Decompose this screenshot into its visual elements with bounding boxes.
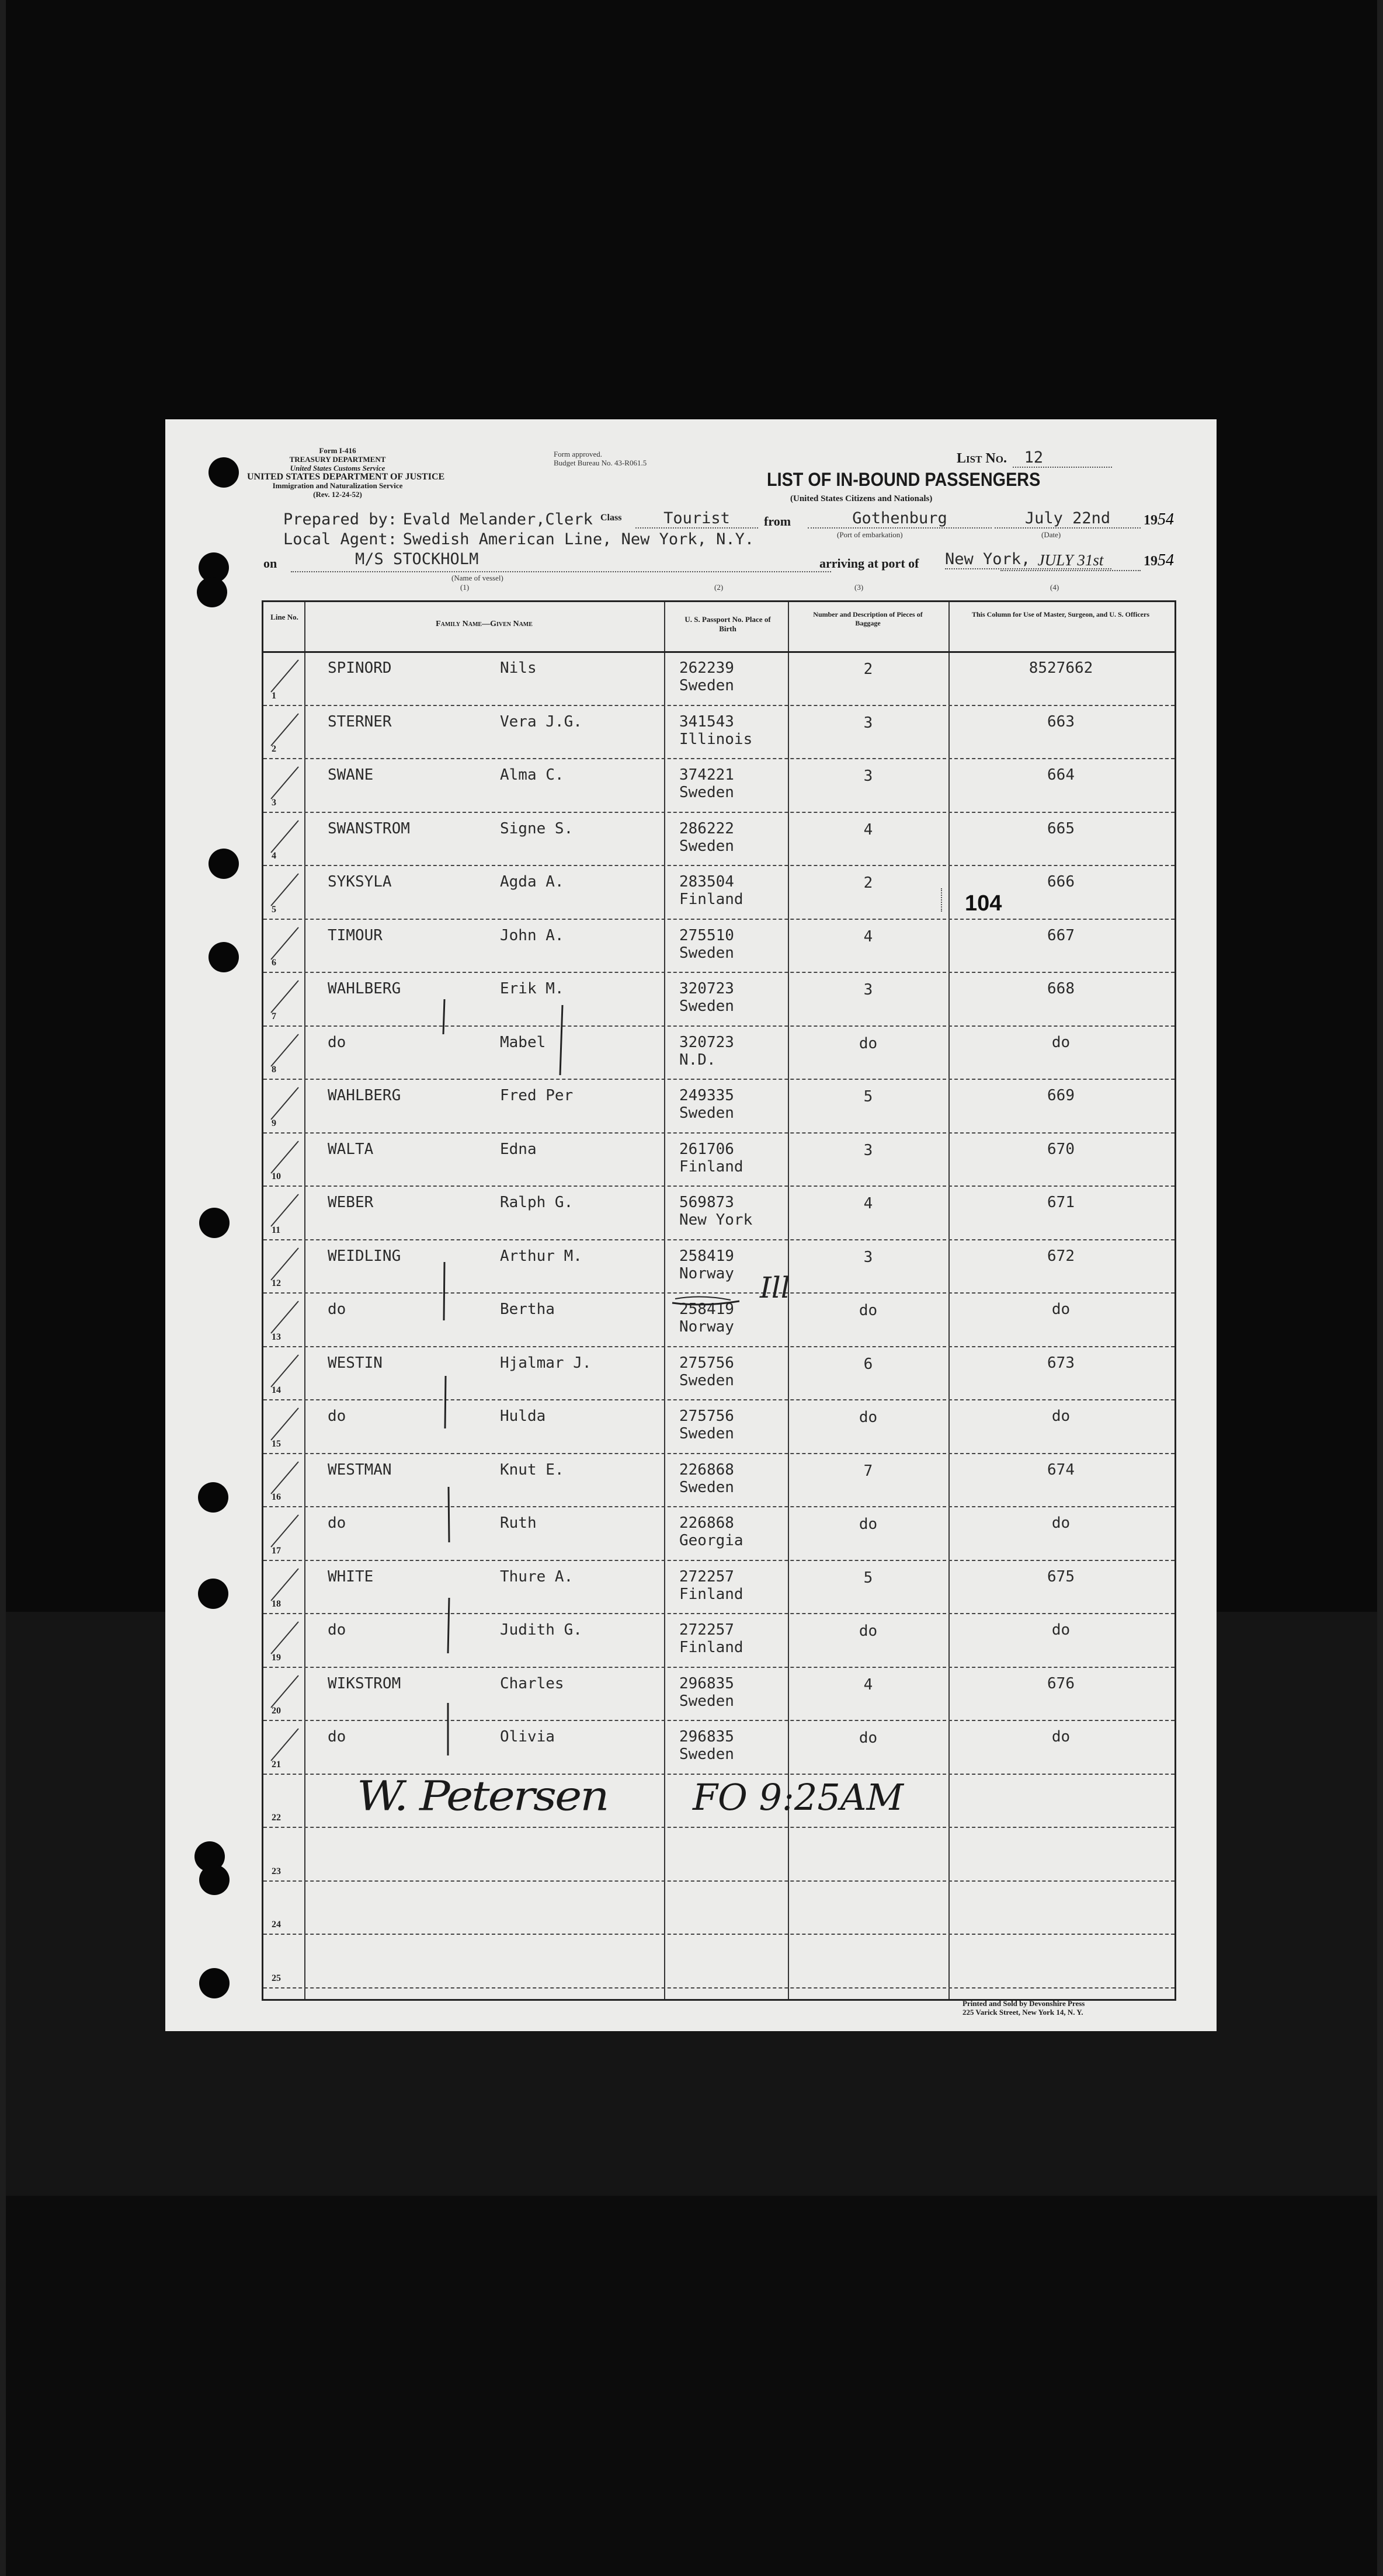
table-row <box>263 1079 1174 1132</box>
family-name: WAHLBERG <box>328 1087 401 1104</box>
baggage-count: do <box>859 1515 878 1533</box>
officer-number: 674 <box>1047 1461 1075 1479</box>
col-header-line-no: Line No. <box>270 613 298 621</box>
officer-number: 669 <box>1047 1087 1075 1104</box>
table-row <box>263 1453 1174 1507</box>
place-of-birth: Sweden <box>679 1425 734 1442</box>
family-name: do <box>328 1033 346 1051</box>
family-name: TIMOUR <box>328 926 383 944</box>
baggage-count: do <box>859 1729 878 1747</box>
passport-no: 296835 <box>679 1674 734 1692</box>
baggage-count: 2 <box>863 874 873 892</box>
line-number: 18 <box>272 1599 281 1609</box>
row-divider <box>263 1987 1174 1989</box>
line-number: 13 <box>272 1332 281 1342</box>
family-name: SYKSYLA <box>328 873 392 891</box>
passport-no: 296835 <box>679 1728 734 1746</box>
given-name: Knut E. <box>500 1461 564 1479</box>
treasury-dept: TREASURY DEPARTMENT <box>289 455 386 464</box>
punch-hole <box>209 849 239 879</box>
line-number: 6 <box>272 958 276 968</box>
family-name: WHITE <box>328 1567 374 1586</box>
place-of-birth: Sweden <box>679 997 734 1015</box>
family-name: WEBER <box>328 1194 374 1211</box>
family-name: WESTIN <box>328 1354 383 1372</box>
baggage-count: 3 <box>863 981 873 999</box>
passport-no: 275756 <box>679 1407 734 1425</box>
ins-service: Immigration and Naturalization Service <box>272 481 403 490</box>
given-name: Agda A. <box>500 873 564 891</box>
year2-field <box>1144 551 1174 570</box>
given-name: Hulda <box>500 1407 546 1425</box>
year2-prefix: 19 <box>1144 554 1158 569</box>
table-row <box>263 1880 1174 1934</box>
justice-dept: UNITED STATES DEPARTMENT OF JUSTICE <box>247 472 445 482</box>
form-agency-block <box>247 446 445 499</box>
faint-mark <box>941 888 946 912</box>
officer-number: do <box>1051 1033 1071 1051</box>
baggage-count: 2 <box>863 660 873 678</box>
passport-no: 249335 <box>679 1087 734 1104</box>
printer-block <box>962 1999 1085 2017</box>
officer-number: 672 <box>1047 1247 1075 1265</box>
local-agent-label: Local Agent: <box>283 530 398 548</box>
family-name: WAHLBERG <box>328 980 401 997</box>
passport-no: 275756 <box>679 1354 734 1372</box>
table-row <box>263 1506 1174 1560</box>
film-edge-left <box>0 0 6 2576</box>
col-num-1: (1) <box>460 583 470 592</box>
officer-number: 663 <box>1047 712 1075 731</box>
passport-no: 320723 <box>679 980 734 997</box>
officer-number: 670 <box>1047 1140 1075 1158</box>
year2-suffix: 54 <box>1158 551 1174 569</box>
ill-note: Ill <box>760 1271 790 1305</box>
line-number: 22 <box>272 1813 281 1823</box>
col-header-baggage: Number and Description of Pieces of Baggage <box>813 610 923 627</box>
baggage-count: do <box>859 1302 878 1319</box>
table-row <box>263 1186 1174 1239</box>
passport-no: 262239 <box>679 659 734 677</box>
from-label: from <box>764 514 791 529</box>
place-of-birth: Finland <box>679 1585 743 1603</box>
passport-no: 341543 <box>679 712 734 731</box>
family-name: WEIDLING <box>328 1247 401 1265</box>
line-number: 7 <box>272 1011 276 1021</box>
passport-no: 286222 <box>679 819 734 837</box>
col-num-3: (3) <box>854 583 864 592</box>
form-number: Form I-416 <box>319 446 356 455</box>
place-of-birth: N.D. <box>679 1051 716 1069</box>
form-subtitle: (United States Citizens and Nationals) <box>790 494 933 503</box>
given-name: Arthur M. <box>500 1247 582 1265</box>
bracket-marks <box>409 988 596 2010</box>
prepared-value: Evald Melander,Clerk <box>402 510 593 529</box>
film-background-bottom <box>0 2196 1383 2576</box>
passport-no: 320723 <box>679 1033 734 1051</box>
place-of-birth: Sweden <box>679 944 734 962</box>
line-number: 25 <box>272 1973 281 1983</box>
table-row <box>263 919 1174 972</box>
form-title: LIST OF IN-BOUND PASSENGERS <box>767 469 1041 490</box>
line-number: 1 <box>272 690 276 701</box>
class-label: Class <box>600 513 622 523</box>
line-number: 16 <box>272 1492 281 1502</box>
given-name: Nils <box>500 659 537 677</box>
stamp-104: 104 <box>965 891 1002 916</box>
place-of-birth: Sweden <box>679 837 734 855</box>
given-name: Alma C. <box>500 766 564 784</box>
line-number: 19 <box>272 1652 281 1663</box>
line-number: 8 <box>272 1065 276 1075</box>
place-of-birth: Sweden <box>679 1692 734 1710</box>
family-name: do <box>328 1407 346 1425</box>
given-name: Ralph G. <box>500 1194 574 1211</box>
passenger-table <box>262 600 1176 2001</box>
line-number: 10 <box>272 1171 281 1181</box>
prepared-by-line <box>283 510 593 529</box>
family-name: STERNER <box>328 712 392 731</box>
place-of-birth: Sweden <box>679 1371 734 1389</box>
given-name: Mabel <box>500 1033 546 1051</box>
year-prefix: 19 <box>1144 513 1158 528</box>
place-of-birth: Sweden <box>679 677 734 694</box>
punch-hole <box>209 457 239 488</box>
col-header-name: Family Name—Given Name <box>436 620 533 628</box>
passport-no: 226868 <box>679 1461 734 1479</box>
family-name: do <box>328 1301 346 1318</box>
line-number: 15 <box>272 1438 281 1449</box>
given-name: Erik M. <box>500 980 564 997</box>
from-value: Gothenburg <box>808 509 992 529</box>
given-name: Hjalmar J. <box>500 1354 592 1372</box>
family-name: SWANE <box>328 766 374 784</box>
baggage-count: do <box>859 1622 878 1640</box>
baggage-count: 3 <box>863 1248 873 1266</box>
line-number: 9 <box>272 1118 276 1128</box>
passport-no: 226868 <box>679 1514 734 1532</box>
local-agent-value: Swedish American Line, New York, N.Y. <box>402 530 755 548</box>
port-embark-label: (Port of embarkation) <box>837 530 903 539</box>
table-row <box>263 651 1174 705</box>
given-name: Signe S. <box>500 819 574 837</box>
table-row <box>263 1667 1174 1720</box>
given-name: John A. <box>500 926 564 944</box>
officer-number: 667 <box>1047 926 1075 944</box>
table-row <box>263 1560 1174 1614</box>
list-number <box>957 449 1112 468</box>
table-row <box>263 1132 1174 1186</box>
table-row <box>263 758 1174 812</box>
baggage-count: 3 <box>863 1141 873 1159</box>
officer-number: 666 <box>1047 873 1075 891</box>
baggage-count: 6 <box>863 1355 873 1373</box>
passport-no: 272257 <box>679 1621 734 1639</box>
table-row <box>263 1827 1174 1880</box>
table-row <box>263 972 1174 1025</box>
printer-line-2: 225 Varick Street, New York 14, N. Y. <box>962 2008 1083 2017</box>
officer-number: 675 <box>1047 1567 1075 1586</box>
family-name: do <box>328 1514 346 1532</box>
place-of-birth: Norway <box>679 1318 734 1336</box>
place-of-birth: Sweden <box>679 1478 734 1496</box>
budget-bureau: Budget Bureau No. 43-R061.5 <box>554 458 647 467</box>
punch-hole <box>197 577 227 607</box>
punch-hole <box>199 1865 230 1895</box>
table-row <box>263 1720 1174 1774</box>
place-of-birth: Georgia <box>679 1532 743 1549</box>
officer-number: 8527662 <box>1028 659 1093 677</box>
officer-number: do <box>1051 1621 1071 1639</box>
col-num-4: (4) <box>1050 583 1059 592</box>
year-suffix: 54 <box>1158 510 1174 529</box>
class-value: Tourist <box>635 509 758 529</box>
given-name: Ruth <box>500 1514 537 1532</box>
baggage-count: 4 <box>863 1675 873 1694</box>
given-name: Thure A. <box>500 1567 574 1586</box>
family-name: do <box>328 1728 346 1746</box>
given-name: Olivia <box>500 1728 555 1746</box>
given-name: Edna <box>500 1140 537 1158</box>
baggage-count: 4 <box>863 1195 873 1212</box>
passport-no: 275510 <box>679 926 734 944</box>
form-approved: Form approved. <box>554 450 603 458</box>
baggage-count: 4 <box>863 927 873 945</box>
line-number: 14 <box>272 1385 281 1395</box>
officer-number: do <box>1051 1407 1071 1425</box>
line-number: 23 <box>272 1866 281 1876</box>
place-of-birth: Sweden <box>679 1104 734 1122</box>
table-row <box>263 1346 1174 1400</box>
officer-number: 671 <box>1047 1194 1075 1211</box>
col-num-2: (2) <box>714 583 724 592</box>
on-label: on <box>263 556 277 571</box>
place-of-birth: Finland <box>679 891 743 908</box>
line-number: 11 <box>272 1225 281 1235</box>
table-row <box>263 865 1174 919</box>
table-row <box>263 812 1174 865</box>
line-number: 2 <box>272 744 276 754</box>
given-name: Vera J.G. <box>500 712 582 731</box>
place-of-birth: Sweden <box>679 1746 734 1763</box>
line-number: 5 <box>272 904 276 915</box>
place-of-birth: Finland <box>679 1157 743 1176</box>
punch-hole <box>209 942 239 972</box>
line-number: 4 <box>272 851 276 861</box>
family-name: WALTA <box>328 1140 374 1158</box>
local-agent-line <box>283 530 754 548</box>
arrival-port: New York, <box>945 550 1111 569</box>
officer-number: 676 <box>1047 1674 1075 1692</box>
punch-hole <box>199 1968 230 1998</box>
place-of-birth: Sweden <box>679 784 734 801</box>
baggage-count: 4 <box>863 821 873 839</box>
arriving-label: arriving at port of <box>819 556 919 571</box>
customs-service: United States Customs Service <box>290 464 385 472</box>
passport-no: 283504 <box>679 873 734 891</box>
place-of-birth: Illinois <box>679 730 753 748</box>
officer-number: do <box>1051 1728 1071 1746</box>
passport-no: 569873 <box>679 1194 734 1211</box>
prepared-label: Prepared by: <box>283 510 398 529</box>
list-no-label: List No. <box>957 451 1007 466</box>
place-of-birth: Norway <box>679 1264 734 1282</box>
list-no-value: 12 <box>1013 449 1112 468</box>
year-field <box>1144 510 1174 529</box>
fo-note: FO 9:25AM <box>693 1776 904 1819</box>
given-name: Bertha <box>500 1301 555 1318</box>
baggage-count: do <box>859 1034 878 1052</box>
baggage-count: 3 <box>863 714 873 732</box>
passport-no: 374221 <box>679 766 734 784</box>
place-of-birth: Finland <box>679 1639 743 1656</box>
family-name: WESTMAN <box>328 1461 392 1479</box>
passenger-list-page <box>165 419 1217 2031</box>
signature: W. Petersen <box>357 1772 608 1820</box>
officer-number: do <box>1051 1514 1071 1532</box>
vessel-value: M/S STOCKHOLM <box>355 550 479 568</box>
table-row <box>263 1399 1174 1453</box>
col-header-officers: This Column for Use of Master, Surgeon, and U. S. Officers <box>971 610 1149 618</box>
col-header-passport: U. S. Passport No. Place of Birth <box>684 615 771 633</box>
punch-hole <box>198 1579 228 1609</box>
line-number: 20 <box>272 1706 281 1716</box>
passport-no: 258419 <box>679 1247 734 1265</box>
date-value: July 22nd <box>995 509 1141 529</box>
family-name: SWANSTROM <box>328 819 410 837</box>
line-number: 12 <box>272 1278 281 1288</box>
passport-no: 272257 <box>679 1567 734 1586</box>
officer-number: 673 <box>1047 1354 1075 1372</box>
given-name: Judith G. <box>500 1621 582 1639</box>
baggage-count: 3 <box>863 767 873 785</box>
officer-number: 668 <box>1047 980 1075 997</box>
arrival-date: JULY 31st <box>1000 551 1141 571</box>
punch-hole <box>199 1208 230 1238</box>
passport-no: 258419 <box>679 1301 734 1318</box>
film-edge-right <box>1377 0 1383 2576</box>
passport-no: 261706 <box>679 1140 734 1158</box>
table-row <box>263 1613 1174 1667</box>
printer-line-1: Printed and Sold by Devonshire Press <box>962 1999 1085 2008</box>
officer-number: do <box>1051 1301 1071 1318</box>
line-number: 17 <box>272 1545 281 1556</box>
officer-number: 665 <box>1047 819 1075 837</box>
given-name: Charles <box>500 1674 564 1692</box>
family-name: do <box>328 1621 346 1639</box>
baggage-count: do <box>859 1409 878 1426</box>
form-revision: (Rev. 12-24-52) <box>313 490 362 499</box>
vessel-label: (Name of vessel) <box>451 573 503 582</box>
officer-number: 664 <box>1047 766 1075 784</box>
place-of-birth: New York <box>679 1211 753 1229</box>
family-name: SPINORD <box>328 659 392 677</box>
table-row <box>263 705 1174 759</box>
family-name: WIKSTROM <box>328 1674 401 1692</box>
punch-hole <box>198 1482 228 1513</box>
line-number: 3 <box>272 797 276 808</box>
approval-block <box>554 450 647 467</box>
table-row <box>263 1025 1174 1079</box>
table-row <box>263 1934 1174 1987</box>
baggage-count: 5 <box>863 1569 873 1587</box>
baggage-count: 5 <box>863 1088 873 1106</box>
baggage-count: 7 <box>863 1462 873 1480</box>
date-label: (Date) <box>1041 530 1061 539</box>
line-number: 24 <box>272 1920 281 1930</box>
given-name: Fred Per <box>500 1087 574 1104</box>
line-number: 21 <box>272 1759 281 1770</box>
